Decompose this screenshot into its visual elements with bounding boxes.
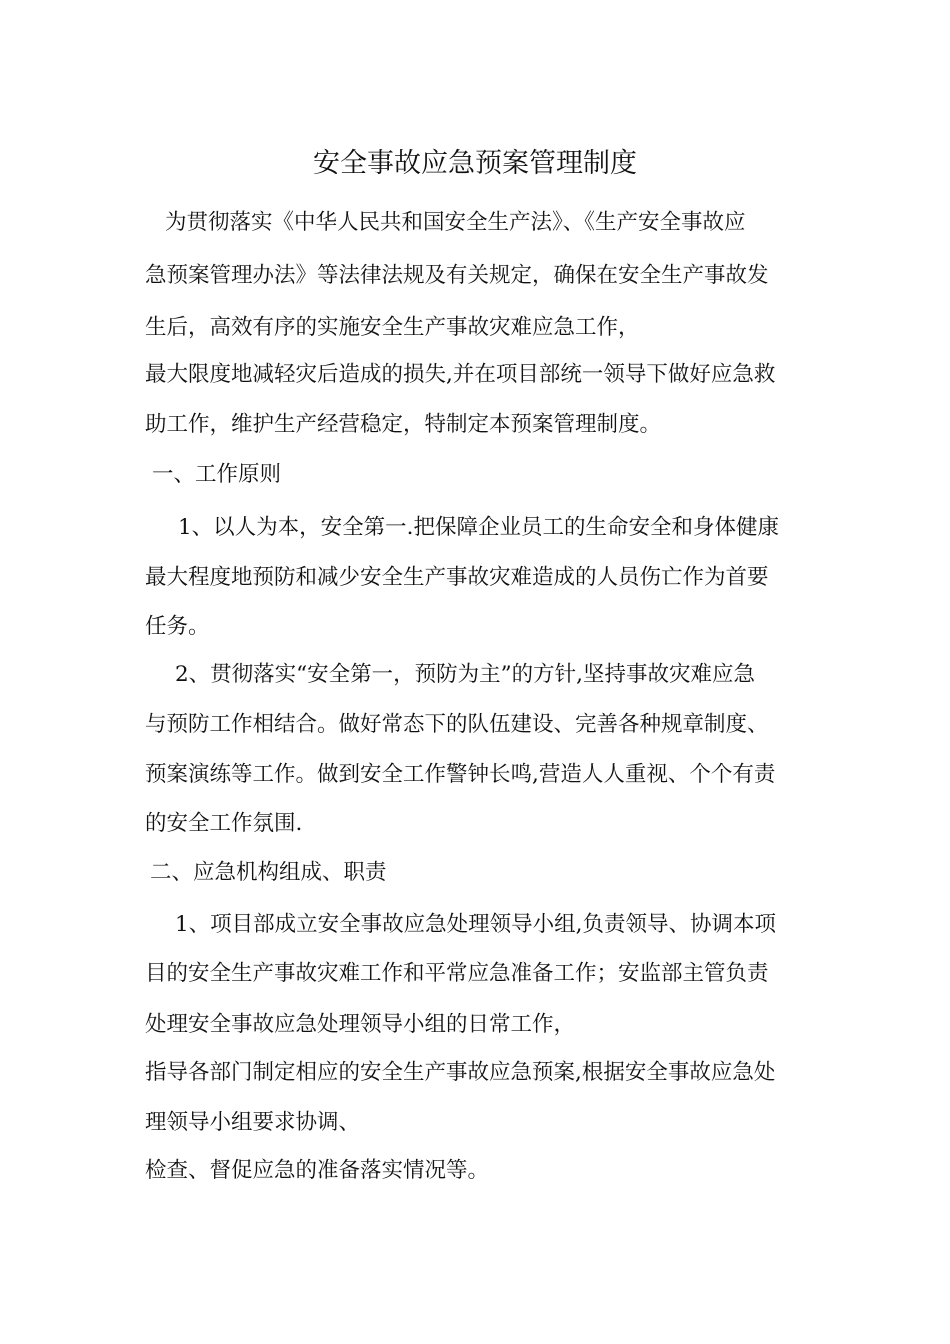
paragraph-line: 与预防工作相结合。做好常态下的队伍建设、完善各种规章制度、: [145, 712, 769, 737]
paragraph-line: 理领导小组要求协调、: [145, 1110, 361, 1135]
paragraph-line: 助工作，维护生产经营稳定，特制定本预案管理制度。: [145, 412, 662, 437]
paragraph-line: 2、贯彻落实“安全第一，预防为主”的方针,坚持事故灾难应急: [175, 662, 755, 687]
paragraph-line: 1、以人为本，安全第一.把保障企业员工的生命安全和身体健康: [178, 515, 780, 540]
paragraph-line: 预案演练等工作。做到安全工作警钟长鸣,营造人人重视、个个有责: [145, 762, 776, 787]
section-heading: 一、工作原则: [152, 462, 282, 487]
paragraph-line: 最大程度地预防和减少安全生产事故灾难造成的人员伤亡作为首要: [145, 565, 769, 590]
paragraph-line: 1、项目部成立安全事故应急处理领导小组,负责领导、协调本项: [175, 912, 777, 937]
paragraph-line: 为贯彻落实《中华人民共和国安全生产法》、《生产安全事故应: [165, 210, 746, 235]
paragraph-line: 任务。: [145, 614, 210, 639]
paragraph-line: 生后，高效有序的实施安全生产事故灾难应急工作，: [145, 315, 640, 340]
paragraph-line: 最大限度地减轻灾后造成的损失,并在项目部统一领导下做好应急救: [145, 362, 776, 387]
section-heading: 二、应急机构组成、职责: [150, 860, 387, 885]
paragraph-line: 检查、督促应急的准备落实情况等。: [145, 1158, 490, 1183]
document-title: 安全事故应急预案管理制度: [313, 148, 637, 179]
paragraph-line: 处理安全事故应急处理领导小组的日常工作，: [145, 1012, 576, 1037]
paragraph-line: 目的安全生产事故灾难工作和平常应急准备工作；安监部主管负责: [145, 961, 769, 986]
paragraph-line: 的安全工作氛围.: [145, 811, 303, 836]
paragraph-line: 指导各部门制定相应的安全生产事故应急预案,根据安全事故应急处: [145, 1060, 776, 1085]
paragraph-line: 急预案管理办法》等法律法规及有关规定，确保在安全生产事故发: [145, 263, 769, 288]
